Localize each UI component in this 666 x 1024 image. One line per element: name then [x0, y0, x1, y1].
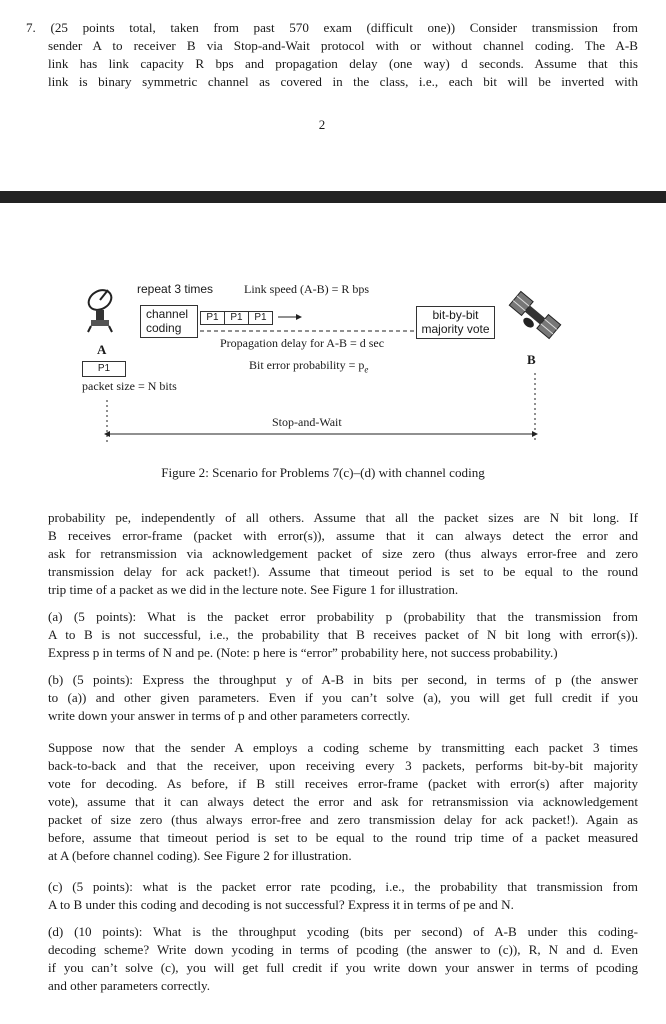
- page-number: 2: [318, 117, 326, 132]
- part-a-line-1: (a) (5 points): What is the packet error probability p (probability that the transmission from: [48, 609, 638, 624]
- part-a-line-2: A to B is not successful, i.e., the probability that B receives packet of N bit long with error(s)).: [48, 627, 638, 642]
- part-b-line-2: to (a)) and other given parameters. Even if you can’t solve (a), you will get full credit if you: [48, 690, 638, 705]
- part-c-line-2: A to B under this coding and decoding is not successful? Express it in terms of pe and N.: [48, 897, 514, 912]
- part-d-line-3: if you can’t solve (c), you will get full credit if you write down your answer in terms of pcoding: [48, 960, 638, 975]
- para2-line-4: vote), assume that it can always detect the error and ask for retransmission via acknowledgement: [48, 794, 638, 809]
- page-break-bar: [0, 191, 666, 203]
- source-packet: P1: [82, 361, 126, 377]
- figure-caption: Figure 2: Scenario for Problems 7(c)–(d) with channel coding: [161, 465, 485, 480]
- para1-line-1: probability pe, independently of all others. Assume that all the packet sizes are N bit long. If: [48, 510, 638, 525]
- para1-line-2: B receives error-frame (packet with error(s)), assume that it can always detect the error and: [48, 528, 638, 543]
- coded-packet-3: P1: [248, 311, 273, 325]
- link-speed-label: Link speed (A-B) = R bps: [244, 282, 370, 296]
- problem-line-3: link has link capacity R bps and propagation delay (one way) d seconds. Assume that this: [48, 56, 638, 71]
- node-a-label: A: [97, 342, 107, 357]
- packet-size-label: packet size = N bits: [82, 379, 177, 393]
- repeat-label: repeat 3 times: [137, 282, 214, 296]
- satellite-icon: [506, 291, 561, 342]
- problem-line-4: link is binary symmetric channel as covered in the class, i.e., each bit will be inverted with: [48, 74, 638, 89]
- para2-line-5: packet of size zero (thus always error-free and zero transmission delay for ack packet!). Again as: [48, 812, 638, 827]
- bit-error-subscript: e: [364, 364, 369, 375]
- stop-and-wait-label: Stop-and-Wait: [272, 415, 342, 429]
- para2-line-7: at A (before channel coding). See Figure 2 for illustration.: [48, 848, 352, 863]
- bit-error-label: [249, 358, 368, 374]
- part-b-line-1: (b) (5 points): Express the throughput y of A-B in bits per second, in terms of p (the answer: [48, 672, 638, 687]
- para1-line-5: trip time of a packet as we did in the lecture note. See Figure 1 for illustration.: [48, 582, 459, 597]
- channel-coding-box: channel coding: [140, 305, 198, 338]
- bit-error-text: Bit error probability = p: [249, 358, 365, 372]
- para2-line-3: vote for decoding. As before, if B still receives error-frame (packet with error(s) after majority: [48, 776, 638, 791]
- para1-line-3: ask for retransmission via acknowledgement packet of size zero (thus always error-free and zero: [48, 546, 638, 561]
- part-d-line-2: decoding scheme? Write down ycoding in terms of pcoding (the answer to (c)), R, N and d. Even: [48, 942, 638, 957]
- part-a-line-3: Express p in terms of N and pe. (Note: p here is “error” probability here, not success probability.): [48, 645, 558, 660]
- satellite-dish-icon: [85, 286, 115, 332]
- para1-line-4: transmission delay for ack packet!). Assume that timeout period is set to be equal to the round: [48, 564, 638, 579]
- part-d-line-1: (d) (10 points): What is the throughput ycoding (bits per second) of A-B under this coding-: [48, 924, 638, 939]
- problem-line-1: 7. (25 points total, taken from past 570 exam (difficult one)) Consider transmission from: [26, 20, 638, 35]
- node-b-label: B: [527, 352, 536, 367]
- para2-line-2: back-to-back and that the receiver, upon receiving every 3 packets, performs bit-by-bit majority: [48, 758, 638, 773]
- problem-line-2: sender A to receiver B via Stop-and-Wait protocol with or without channel coding. The A-B: [48, 38, 638, 53]
- para2-line-1: Suppose now that the sender A employs a coding scheme by transmitting each packet 3 times: [48, 740, 638, 755]
- part-d-line-4: and other parameters correctly.: [48, 978, 211, 993]
- para2-line-6: before, assume that timeout period is set to be equal to the round trip time of a packet measured: [48, 830, 638, 845]
- coded-packet-1: P1: [200, 311, 225, 325]
- part-c-line-1: (c) (5 points): what is the packet error rate pcoding, i.e., the probability that transmission from: [48, 879, 638, 894]
- prop-delay-label: Propagation delay for A-B = d sec: [220, 336, 385, 350]
- majority-vote-box: bit-by-bit majority vote: [416, 306, 495, 339]
- part-b-line-3: write down your answer in terms of p and other parameters correctly.: [48, 708, 411, 723]
- coded-packet-2: P1: [224, 311, 249, 325]
